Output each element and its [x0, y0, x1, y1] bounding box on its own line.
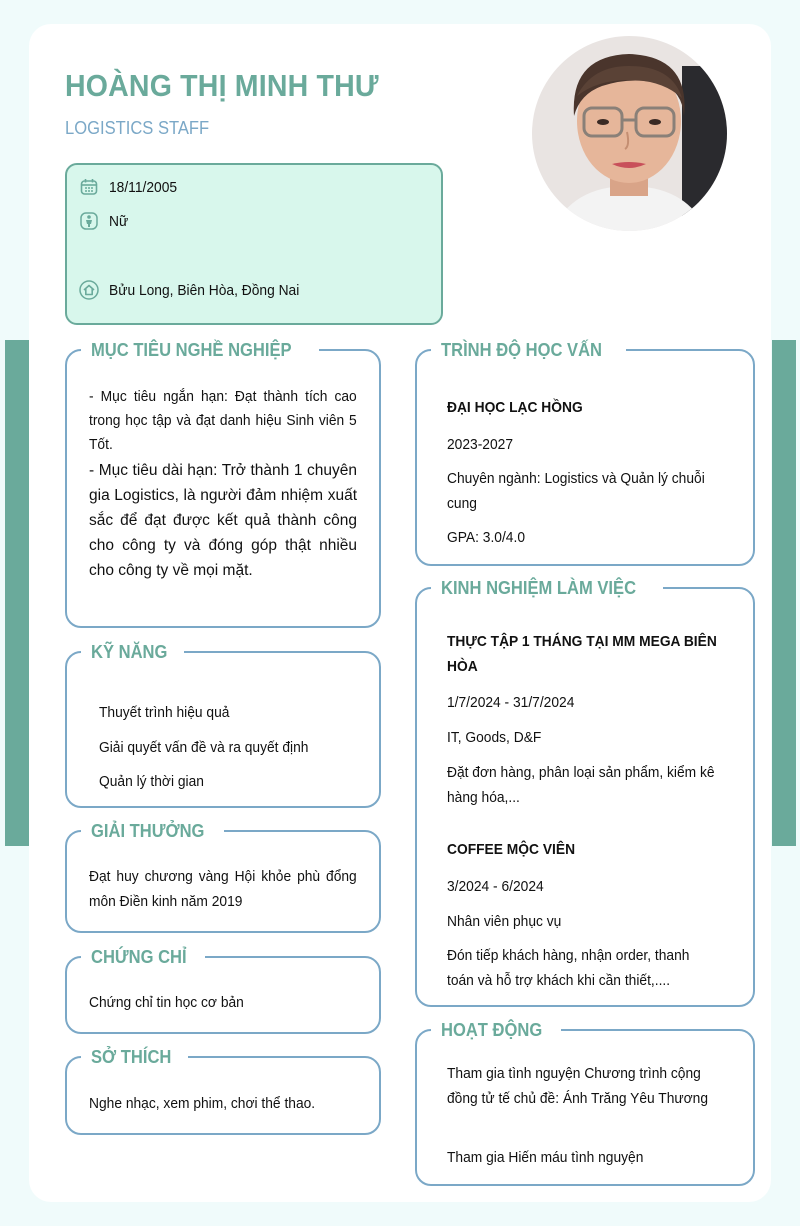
home-icon — [79, 280, 99, 300]
activity-item: Tham gia Hiến máu tình nguyện — [447, 1149, 644, 1166]
job-period: 1/7/2024 - 31/7/2024 — [447, 694, 575, 711]
education-major: Chuyên ngành: Logistics và Quản lý chuỗi cung — [447, 470, 705, 512]
birthdate-value: 18/11/2005 — [109, 178, 178, 196]
address-row — [79, 280, 316, 300]
job-name: COFFEE MỘC VIÊN — [447, 841, 576, 858]
gender-icon — [79, 211, 99, 231]
job-period: 3/2024 - 6/2024 — [447, 878, 544, 895]
birthdate-row — [79, 177, 183, 197]
career-goal-title: MỤC TIÊU NGHỀ NGHIỆP — [81, 338, 319, 362]
skill-item: Quản lý thời gian — [99, 773, 204, 790]
skills-section — [65, 642, 381, 808]
education-years: 2023-2027 — [447, 436, 513, 453]
career-goal-long: - Mục tiêu dài hạn: Trở thành 1 chuyên gia Logistics, là người đảm nhiệm xuất sắc để đạt được kết quả thành công cho công ty và đóng góp thật nhiều cho công ty về mọi mặt. — [89, 462, 357, 579]
education-gpa: GPA: 3.0/4.0 — [447, 529, 525, 546]
certificates-title: CHỨNG CHỈ — [81, 945, 205, 969]
gender-value: Nữ — [109, 212, 129, 230]
right-accent-band — [772, 340, 796, 846]
avatar — [532, 36, 727, 231]
activities-title: HOẠT ĐỘNG — [431, 1018, 561, 1042]
job-desc: Đón tiếp khách hàng, nhận order, thanh toán và hỗ trợ khách khi cần thiết,.... — [447, 947, 690, 989]
address-value: Bửu Long, Biên Hòa, Đồng Nai — [109, 281, 300, 299]
portrait-illustration — [532, 36, 727, 231]
career-goal-short: - Mục tiêu ngắn hạn: Đạt thành tích cao trong học tập và đạt danh hiệu Sinh viên 5 Tốt. — [89, 388, 357, 453]
skill-item: Thuyết trình hiệu quả — [99, 704, 230, 721]
job-desc: Đặt đơn hàng, phân loại sản phẩm, kiểm kê hàng hóa,... — [447, 764, 715, 806]
activities-section — [415, 1020, 755, 1186]
hobbies-text: Nghe nhạc, xem phim, chơi thể thao. — [89, 1095, 316, 1112]
education-school: ĐẠI HỌC LẠC HỒNG — [447, 399, 583, 416]
gender-row — [79, 211, 130, 231]
skill-item: Giải quyết vấn đề và ra quyết định — [99, 739, 309, 756]
job-position: Nhân viên phục vụ — [447, 913, 562, 930]
certificates-text: Chứng chỉ tin học cơ bản — [89, 994, 244, 1011]
activity-item: Tham gia tình nguyện Chương trình cộng đồng tử tế chủ đề: Ánh Trăng Yêu Thương — [447, 1065, 709, 1107]
awards-section — [65, 821, 381, 933]
calendar-icon — [79, 177, 99, 197]
personal-info-card — [65, 163, 443, 325]
hobbies-title: SỞ THÍCH — [81, 1045, 188, 1069]
skills-title: KỸ NĂNG — [81, 640, 184, 664]
left-accent-band — [5, 340, 29, 846]
experience-title: KINH NGHIỆM LÀM VIỆC — [431, 576, 663, 600]
job-name: THỰC TẬP 1 THÁNG TẠI MM MEGA BIÊN HÒA — [447, 633, 717, 675]
awards-title: GIẢI THƯỞNG — [81, 819, 224, 843]
certificates-section — [65, 947, 381, 1034]
experience-section — [415, 578, 755, 1007]
education-section — [415, 340, 755, 566]
job-position: IT, Goods, D&F — [447, 729, 542, 746]
hobbies-section — [65, 1047, 381, 1135]
career-goal-section — [65, 340, 381, 628]
candidate-role: LOGISTICS STAFF — [65, 118, 210, 138]
candidate-name: HOÀNG THỊ MINH THƯ — [65, 68, 379, 103]
education-title: TRÌNH ĐỘ HỌC VẤN — [431, 338, 626, 362]
awards-text: Đạt huy chương vàng Hội khỏe phù đổng môn Điền kinh năm 2019 — [89, 868, 357, 910]
